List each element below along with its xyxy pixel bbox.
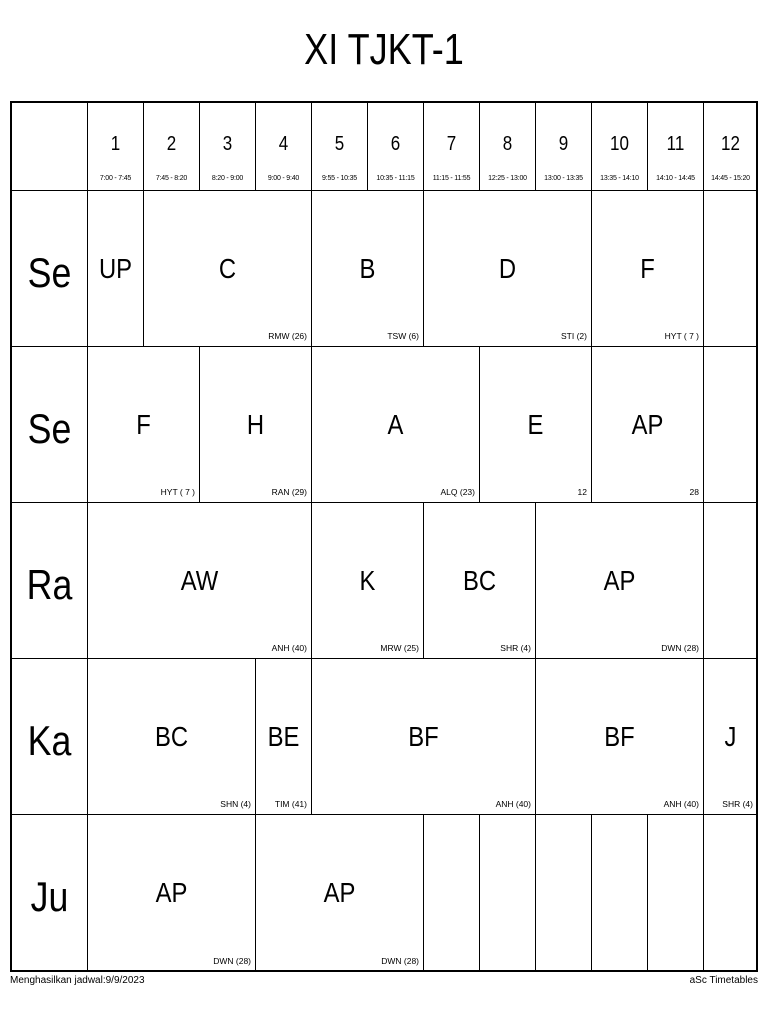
page-title: XI TJKT-1: [304, 25, 464, 74]
lesson-teacher: STI (2): [561, 331, 587, 341]
lesson-teacher: ANH (40): [271, 643, 307, 653]
period-time: 8:20 - 9:00: [211, 175, 244, 182]
period-time: 14:10 - 14:45: [656, 175, 695, 182]
lesson-subject: BF: [604, 721, 635, 752]
period-header: [480, 103, 536, 191]
lesson-cell[interactable]: [312, 347, 480, 503]
lesson-subject: F: [136, 409, 151, 440]
lesson-cell[interactable]: [536, 815, 592, 972]
lesson-cell[interactable]: [704, 347, 758, 503]
lesson-subject: UP: [98, 253, 133, 284]
lesson-cell[interactable]: [536, 503, 704, 659]
period-header: [648, 103, 704, 191]
lesson-subject: BE: [267, 721, 300, 752]
period-number: 1: [110, 133, 121, 155]
lesson-cell[interactable]: [200, 347, 312, 503]
day-label-cell: [12, 659, 88, 815]
period-number: 8: [502, 133, 513, 155]
lesson-teacher: DWN (28): [381, 956, 419, 966]
lesson-cell[interactable]: [704, 191, 758, 347]
lesson-cell[interactable]: [88, 191, 144, 347]
lesson-teacher: SHR (4): [722, 799, 753, 809]
lesson-teacher: RMW (26): [268, 331, 307, 341]
lesson-cell[interactable]: [480, 815, 536, 972]
lesson-subject: AW: [180, 565, 219, 596]
period-header: [256, 103, 312, 191]
lesson-cell[interactable]: [312, 191, 424, 347]
lesson-subject: H: [246, 409, 265, 440]
lesson-teacher: DWN (28): [661, 643, 699, 653]
period-number: 7: [446, 133, 457, 155]
period-time: 11:15 - 11:55: [432, 175, 471, 182]
period-time: 14:45 - 15:20: [711, 175, 750, 182]
lesson-teacher: DWN (28): [213, 956, 251, 966]
lesson-cell[interactable]: [536, 659, 704, 815]
period-time: 13:35 - 14:10: [600, 175, 639, 182]
period-time: 9:55 - 10:35: [322, 175, 357, 182]
period-number: 2: [166, 133, 177, 155]
lesson-cell[interactable]: [704, 659, 758, 815]
lesson-teacher: ALQ (23): [440, 487, 475, 497]
lesson-subject: K: [359, 565, 376, 596]
lesson-cell[interactable]: [424, 815, 480, 972]
period-number: 12: [721, 133, 740, 155]
day-label: Se: [27, 249, 72, 296]
lesson-subject: BC: [154, 721, 189, 752]
period-number: 5: [334, 133, 345, 155]
lesson-cell[interactable]: [312, 659, 536, 815]
period-number: 10: [610, 133, 629, 155]
timetable-grid: [10, 101, 758, 972]
period-number: 4: [278, 133, 289, 155]
day-label-cell: [12, 347, 88, 503]
lesson-teacher: 28: [689, 487, 699, 497]
lesson-subject: AP: [631, 409, 664, 440]
lesson-subject: BC: [462, 565, 497, 596]
lesson-cell[interactable]: [88, 503, 312, 659]
day-label: Ra: [26, 561, 73, 608]
lesson-cell[interactable]: [88, 815, 256, 972]
lesson-teacher: TIM (41): [274, 799, 307, 809]
period-time: 12:25 - 13:00: [488, 175, 527, 182]
period-header: [592, 103, 648, 191]
lesson-cell[interactable]: [592, 347, 704, 503]
lesson-subject: AP: [603, 565, 636, 596]
lesson-subject: E: [527, 409, 544, 440]
lesson-teacher: SHN (4): [220, 799, 251, 809]
period-header: [200, 103, 256, 191]
period-time: 7:00 - 7:45: [99, 175, 132, 182]
lesson-subject: BF: [408, 721, 439, 752]
lesson-subject: J: [724, 721, 737, 752]
lesson-cell[interactable]: [704, 503, 758, 659]
lesson-teacher: HYT ( 7 ): [160, 487, 195, 497]
lesson-subject: AP: [323, 877, 356, 908]
lesson-cell[interactable]: [144, 191, 312, 347]
period-header: [312, 103, 368, 191]
period-time: 13:00 - 13:35: [544, 175, 583, 182]
lesson-cell[interactable]: [256, 815, 424, 972]
period-time: 7:45 - 8:20: [155, 175, 188, 182]
lesson-cell[interactable]: [424, 191, 592, 347]
period-header: [88, 103, 144, 191]
lesson-cell[interactable]: [88, 347, 200, 503]
lesson-subject: A: [387, 409, 404, 440]
lesson-cell[interactable]: [312, 503, 424, 659]
lesson-teacher: ANH (40): [663, 799, 699, 809]
lesson-cell[interactable]: [592, 191, 704, 347]
lesson-teacher: TSW (6): [387, 331, 419, 341]
period-number: 3: [222, 133, 233, 155]
period-number: 6: [390, 133, 401, 155]
lesson-cell[interactable]: [424, 503, 536, 659]
day-label: Ka: [27, 717, 72, 764]
period-time: 9:00 - 9:40: [267, 175, 300, 182]
lesson-cell[interactable]: [256, 659, 312, 815]
day-label: Ju: [30, 873, 69, 920]
lesson-teacher: MRW (25): [380, 643, 419, 653]
day-label: Se: [27, 405, 72, 452]
period-header: [424, 103, 480, 191]
period-number: 9: [558, 133, 569, 155]
day-label-cell: [12, 815, 88, 972]
period-header: [144, 103, 200, 191]
lesson-cell[interactable]: [480, 347, 592, 503]
lesson-teacher: ANH (40): [495, 799, 531, 809]
day-label-cell: [12, 191, 88, 347]
period-header: [536, 103, 592, 191]
lesson-cell[interactable]: [592, 815, 648, 972]
period-header: [368, 103, 424, 191]
lesson-cell[interactable]: [704, 815, 758, 972]
period-number: 11: [666, 133, 685, 155]
generated-date: Menghasilkan jadwal:9/9/2023: [10, 975, 145, 986]
lesson-teacher: SHR (4): [500, 643, 531, 653]
lesson-teacher: RAN (29): [271, 487, 307, 497]
corner-cell: [12, 103, 88, 191]
lesson-subject: D: [498, 253, 517, 284]
day-label-cell: [12, 503, 88, 659]
lesson-subject: AP: [155, 877, 188, 908]
lesson-subject: B: [359, 253, 376, 284]
generator-credit: aSc Timetables: [689, 975, 758, 986]
period-header: [704, 103, 758, 191]
lesson-teacher: HYT ( 7 ): [664, 331, 699, 341]
lesson-cell[interactable]: [648, 815, 704, 972]
lesson-subject: C: [218, 253, 237, 284]
lesson-teacher: 12: [577, 487, 587, 497]
lesson-cell[interactable]: [88, 659, 256, 815]
lesson-subject: F: [640, 253, 655, 284]
period-time: 10:35 - 11:15: [376, 175, 415, 182]
